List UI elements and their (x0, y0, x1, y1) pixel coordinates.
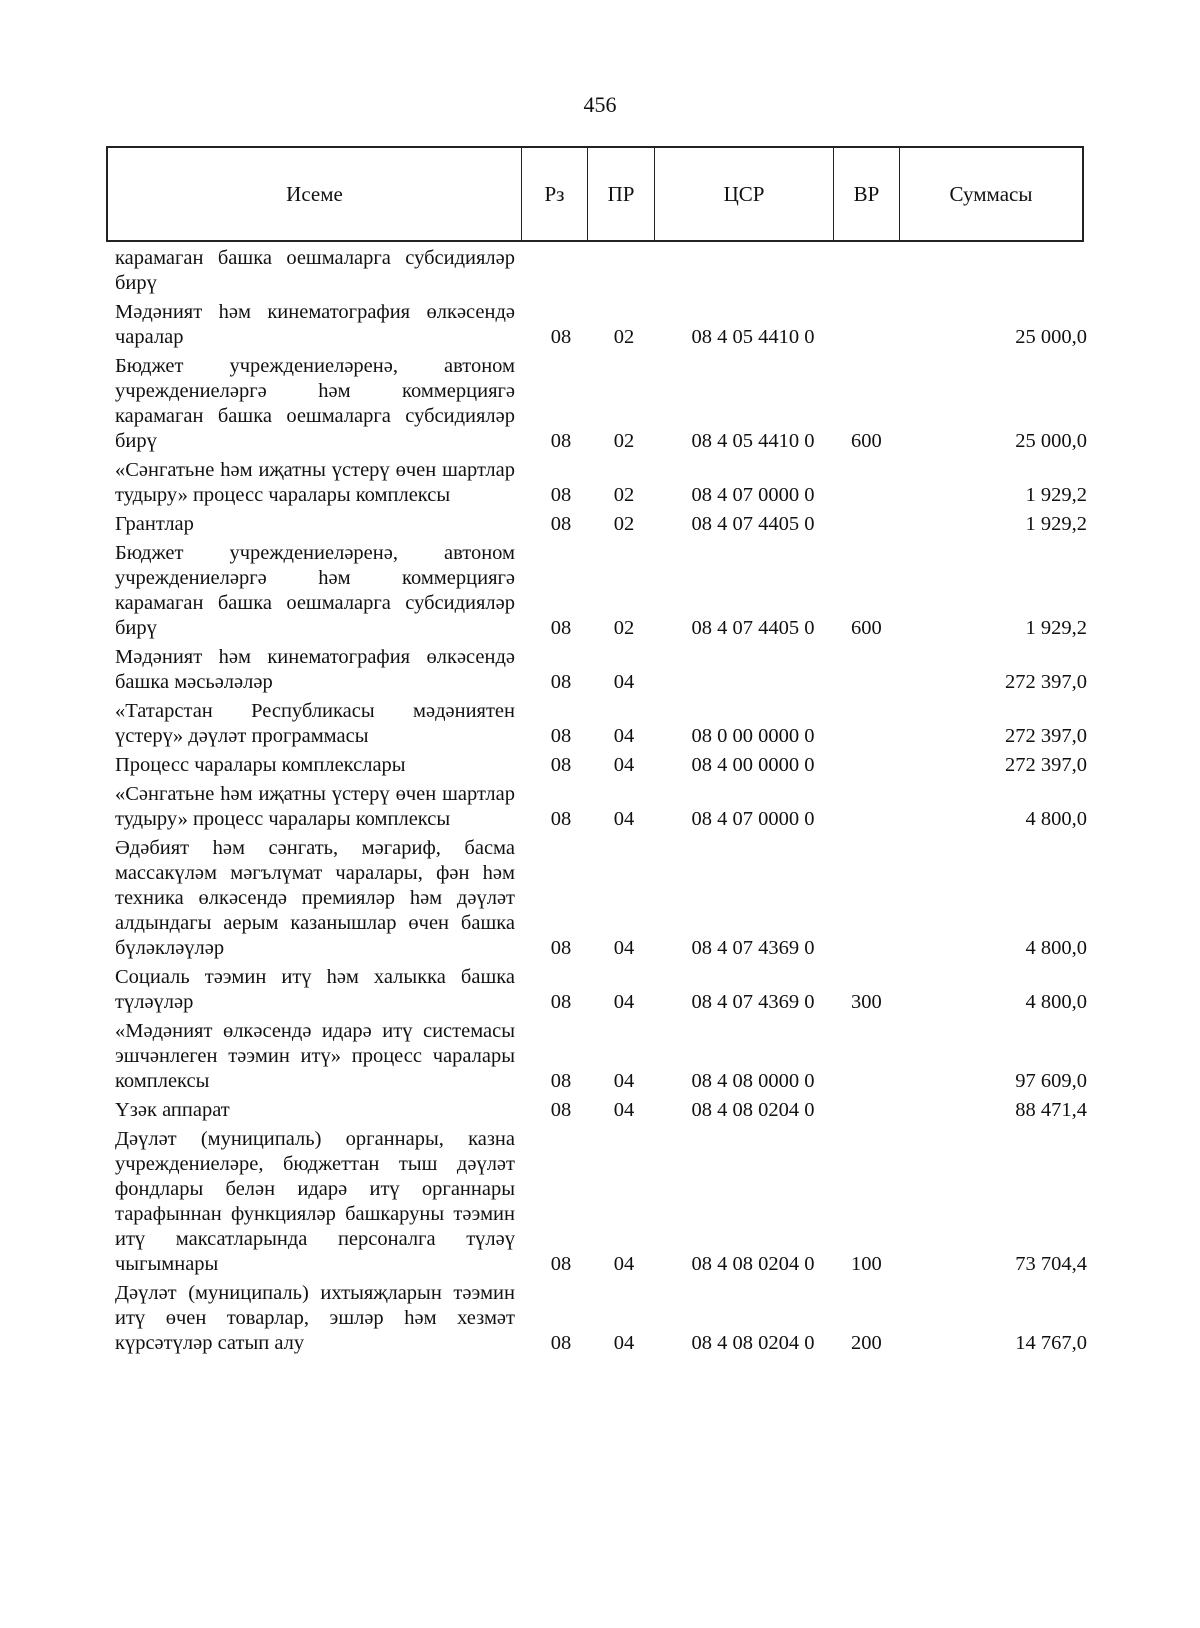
row-rz: 08 (550, 617, 572, 639)
header-pr: ПР (588, 148, 655, 240)
row-name: Социаль тәэмин итү һәм халыкка башка түләүләр (115, 966, 515, 1013)
row-csr: 08 4 07 4405 0 (691, 617, 815, 639)
row-pr: 02 (613, 484, 635, 506)
row-sum: 25 000,0 (1015, 326, 1087, 348)
row-csr: 08 4 08 0000 0 (691, 1070, 815, 1092)
page-number: 456 (583, 92, 617, 117)
row-name: «Сәнгатьне һәм иҗатны үстерү өчен шартлар тудыру» процесс чаралары комплексы (115, 783, 515, 830)
row-sum: 1 929,2 (1025, 617, 1087, 639)
row-name: Дәүләт (муниципаль) органнары, казна учреждениеләре, бюджеттан тыш дәүләт фондлары белән идарә итү органнары тарафыннан функцияләр башкаруны тәэмин итү максатларында персоналга түләү чыгымнары (115, 1128, 515, 1275)
table-row (115, 782, 1095, 832)
table-row (115, 541, 1095, 641)
table-row (115, 965, 1095, 1015)
header-sum: Суммасы (949, 181, 1033, 206)
table-row (115, 1019, 1095, 1094)
row-pr: 02 (613, 617, 635, 639)
row-csr: 08 4 08 0204 0 (691, 1253, 815, 1275)
table-body (115, 246, 1095, 1360)
table-header (106, 146, 1084, 242)
row-sum: 97 609,0 (1015, 1070, 1087, 1092)
row-csr: 08 4 07 4369 0 (691, 937, 815, 959)
header-csr: ЦСР (655, 148, 834, 240)
row-csr: 08 4 08 0204 0 (691, 1099, 815, 1121)
row-vr: 200 (851, 1332, 882, 1354)
row-csr: 08 4 07 4369 0 (691, 991, 815, 1013)
row-pr: 04 (613, 1253, 635, 1275)
table-row (115, 354, 1095, 454)
row-pr: 02 (613, 326, 635, 348)
row-rz: 08 (550, 484, 572, 506)
row-vr: 300 (851, 991, 882, 1013)
row-rz: 08 (550, 725, 572, 747)
row-sum: 4 800,0 (1025, 808, 1087, 830)
row-name: Бюджет учреждениеләренә, автоном учреждениеләргә һәм коммерциягә карамаган башка оешмаларга субсидияләр бирү (115, 355, 515, 452)
table-row (115, 753, 1095, 778)
row-pr: 04 (613, 1070, 635, 1092)
row-pr: 04 (613, 991, 635, 1013)
row-rz: 08 (550, 430, 572, 452)
table-row (115, 1127, 1095, 1277)
row-name: «Сәнгатьне һәм иҗатны үстерү өчен шартлар тудыру» процесс чаралары комплексы (115, 459, 515, 506)
row-pr: 04 (613, 808, 635, 830)
row-name: Процесс чаралары комплекслары (115, 754, 406, 776)
row-name: Мәдәният һәм кинематография өлкәсендә чаралар (115, 301, 515, 348)
row-sum: 73 704,4 (1015, 1253, 1087, 1275)
row-rz: 08 (550, 671, 572, 693)
row-name: «Татарстан Республикасы мәдәниятен үстерү» дәүләт программасы (115, 700, 515, 747)
row-csr: 08 4 07 0000 0 (691, 808, 815, 830)
row-sum: 4 800,0 (1025, 937, 1087, 959)
row-rz: 08 (550, 1099, 572, 1121)
table-row (115, 836, 1095, 961)
table-row (115, 458, 1095, 508)
row-pr: 04 (613, 671, 635, 693)
row-sum: 88 471,4 (1015, 1099, 1087, 1121)
row-pr: 02 (613, 513, 635, 535)
row-rz: 08 (550, 1332, 572, 1354)
row-vr: 600 (851, 617, 882, 639)
row-pr: 04 (613, 1332, 635, 1354)
row-pr: 04 (613, 754, 635, 776)
row-pr: 04 (613, 937, 635, 959)
row-pr: 04 (613, 725, 635, 747)
header-vr: ВР (834, 148, 900, 240)
row-csr: 08 4 05 4410 0 (691, 430, 815, 452)
row-rz: 08 (550, 937, 572, 959)
row-name: карамаган башка оешмаларга субсидияләр бирү (115, 247, 515, 294)
row-csr: 08 4 07 0000 0 (691, 484, 815, 506)
header-rz: Рз (522, 148, 588, 240)
row-sum: 1 929,2 (1025, 513, 1087, 535)
row-sum: 1 929,2 (1025, 484, 1087, 506)
row-name: Әдәбият һәм сәнгать, мәгариф, басма массакүләм мәгълүмат чаралары, фән һәм техника өлкәсендә премияләр һәм дәүләт алдындагы аерым казанышлар өчен башка бүләкләүләр (115, 837, 515, 959)
row-csr: 08 4 05 4410 0 (691, 326, 815, 348)
table-row (115, 300, 1095, 350)
row-rz: 08 (550, 808, 572, 830)
table-row (115, 512, 1095, 537)
row-sum: 4 800,0 (1025, 991, 1087, 1013)
row-sum: 272 397,0 (1005, 671, 1087, 693)
row-rz: 08 (550, 513, 572, 535)
row-sum: 14 767,0 (1015, 1332, 1087, 1354)
row-rz: 08 (550, 326, 572, 348)
row-rz: 08 (550, 1253, 572, 1275)
row-name: Грантлар (115, 513, 194, 535)
row-name: Үзәк аппарат (115, 1099, 230, 1121)
row-csr: 08 4 08 0204 0 (691, 1332, 815, 1354)
row-rz: 08 (550, 991, 572, 1013)
row-csr: 08 4 07 4405 0 (691, 513, 815, 535)
row-name: Мәдәният һәм кинематография өлкәсендә башка мәсьәләләр (115, 646, 515, 693)
row-csr: 08 4 00 0000 0 (691, 754, 815, 776)
row-rz: 08 (550, 1070, 572, 1092)
table-row (115, 1098, 1095, 1123)
row-pr: 04 (613, 1099, 635, 1121)
table-row (115, 1281, 1095, 1356)
row-pr: 02 (613, 430, 635, 452)
row-sum: 272 397,0 (1005, 725, 1087, 747)
table-row (115, 246, 1095, 296)
row-rz: 08 (550, 754, 572, 776)
header-name: Исеме (108, 148, 522, 240)
row-sum: 25 000,0 (1015, 430, 1087, 452)
row-name: «Мәдәният өлкәсендә идарә итү системасы эшчәнлеген тәэмин итү» процесс чаралары комплексы (115, 1020, 515, 1092)
row-csr: 08 0 00 0000 0 (691, 725, 815, 747)
table-row (115, 645, 1095, 695)
table-row (115, 699, 1095, 749)
row-name: Бюджет учреждениеләренә, автоном учреждениеләргә һәм коммерциягә карамаган башка оешмаларга субсидияләр бирү (115, 542, 515, 639)
row-vr: 100 (851, 1253, 882, 1275)
row-name: Дәүләт (муниципаль) ихтыяҗларын тәэмин итү өчен товарлар, эшләр һәм хезмәт күрсәтүләр сатып алу (115, 1282, 515, 1354)
row-sum: 272 397,0 (1005, 754, 1087, 776)
row-vr: 600 (851, 430, 882, 452)
